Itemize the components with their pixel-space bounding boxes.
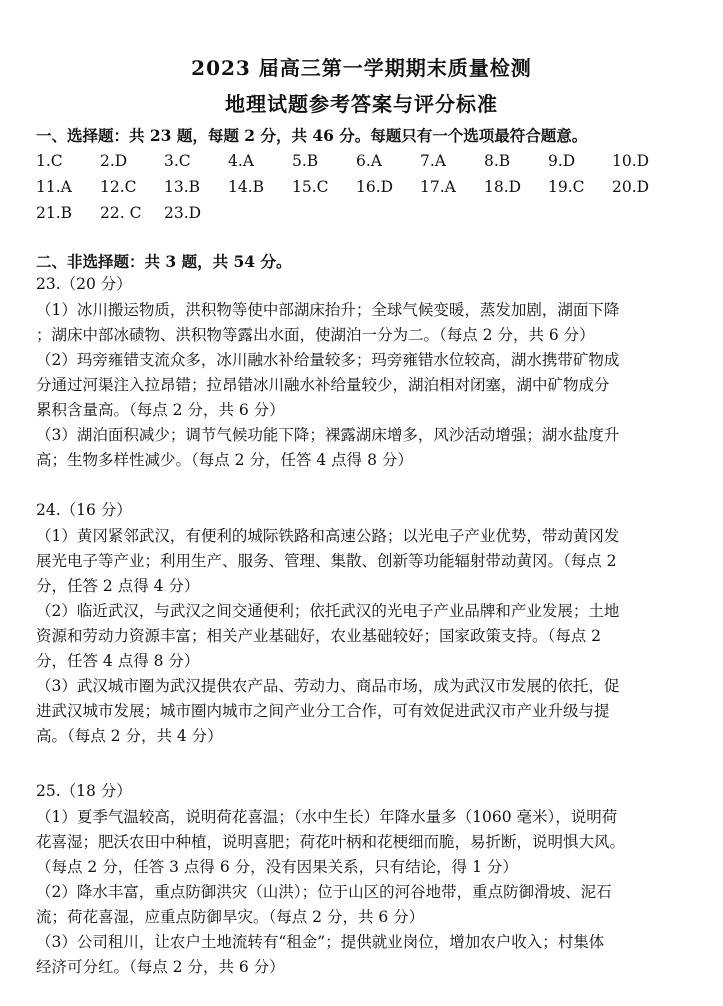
section1-heading: 一、选择题：共 23 题，每题 2 分，共 46 分。每题只有一个选项最符合题意。 <box>36 126 588 145</box>
answer-item: 20.D <box>612 178 650 196</box>
answer-item: 19.C <box>548 178 585 196</box>
answer-item: 8.B <box>484 152 511 170</box>
answer-row <box>36 148 676 174</box>
answer-text-line: 分，任答 4 点得 8 分） <box>36 652 200 670</box>
document-subtitle: 地理试题参考答案与评分标准 <box>225 92 498 116</box>
answer-item: 11.A <box>36 178 72 196</box>
answer-text-line: 花喜湿；肥沃农田中种植，说明喜肥；荷花叶柄和花梗细而脆，易折断，说明惧大风。 <box>36 833 626 851</box>
answer-text-line: 高；生物多样性减少。（每点 2 分，任答 4 点得 8 分） <box>36 451 413 469</box>
section2-heading: 二、非选择题：共 3 题，共 54 分。 <box>36 252 292 271</box>
answer-text-line: 资源和劳动力资源丰富；相关产业基础好，农业基础较好；国家政策支持。（每点 2 <box>36 627 602 645</box>
answer-text-line: 高。（每点 2 分，共 4 分） <box>36 727 223 745</box>
choice-answers <box>36 148 676 226</box>
answer-text-line: （3）湖泊面积减少；调节气候功能下降；裸露湖床增多，风沙活动增强；湖水盐度升 <box>36 426 620 444</box>
answer-item: 7.A <box>420 152 446 170</box>
question-label: 23.（20 分） <box>36 275 132 293</box>
answer-text-line: 分通过河渠注入拉昂错；拉昂错冰川融水补给量较少，湖泊相对闭塞，湖中矿物成分 <box>36 376 610 394</box>
answer-item: 21.B <box>36 204 73 222</box>
answer-text-line: 经济可分红。（每点 2 分，共 6 分） <box>36 958 285 976</box>
answer-row <box>36 200 676 226</box>
answer-item: 10.D <box>612 152 650 170</box>
answer-item: 18.D <box>484 178 522 196</box>
question-label: 25.（18 分） <box>36 782 132 800</box>
answer-text-line: （1）夏季气温较高，说明荷花喜温；（水中生长）年降水量多（1060 毫米），说明荷 <box>36 808 618 826</box>
answer-item: 17.A <box>420 178 456 196</box>
answer-text-line: 展光电子等产业；利用生产、服务、管理、集散、创新等功能辐射带动黄冈。（每点 2 <box>36 552 617 570</box>
answer-text-line: （2）临近武汉，与武汉之间交通便利；依托武汉的光电子产业品牌和产业发展；土地 <box>36 602 620 620</box>
question-label: 24.（16 分） <box>36 501 132 519</box>
answer-text-line: （1）黄冈紧邻武汉，有便利的城际铁路和高速公路；以光电子产业优势，带动黄冈发 <box>36 527 620 545</box>
answer-item: 13.B <box>164 178 201 196</box>
answer-item: 9.D <box>548 152 576 170</box>
answer-item: 15.C <box>292 178 329 196</box>
answer-item: 3.C <box>164 152 191 170</box>
answer-text-line: （3）武汉城市圈为武汉提供农产品、劳动力、商品市场，成为武汉市发展的依托，促 <box>36 677 620 695</box>
answer-item: 16.D <box>356 178 394 196</box>
answer-item: 12.C <box>100 178 137 196</box>
answer-row <box>36 174 676 200</box>
answer-item: 2.D <box>100 152 128 170</box>
answer-text-line: 流；荷花喜湿，应重点防御旱灾。（每点 2 分，共 6 分） <box>36 908 425 926</box>
answer-text-line: 累积含量高。（每点 2 分，共 6 分） <box>36 401 285 419</box>
answer-item: 1.C <box>36 152 63 170</box>
answer-item: 14.B <box>228 178 265 196</box>
answer-item: 6.A <box>356 152 382 170</box>
answer-item: 4.A <box>228 152 254 170</box>
answer-item: 5.B <box>292 152 319 170</box>
answer-item: 22. C <box>100 204 142 222</box>
answer-text-line: （1）冰川搬运物质，洪积物等使中部湖床抬升；全球气候变暖，蒸发加剧，湖面下降 <box>36 301 620 319</box>
answer-text-line: 进武汉城市发展；城市圈内城市之间产业分工合作，可有效促进武汉市产业升级与提 <box>36 702 610 720</box>
document-title: 2023 届高三第一学期期末质量检测 <box>191 56 532 80</box>
answer-text-line: （2）降水丰富，重点防御洪灾（山洪）；位于山区的河谷地带，重点防御滑坡、泥石 <box>36 883 612 901</box>
answer-text-line: ；湖床中部冰碛物、洪积物等露出水面，使湖泊一分为二。（每点 2 分，共 6 分） <box>36 326 595 344</box>
answer-text-line: （3）公司租川，让农户土地流转有“租金”；提供就业岗位，增加农户收入；村集体 <box>36 933 605 951</box>
answer-item: 23.D <box>164 204 202 222</box>
answer-text-line: （每点 2 分，任答 3 点得 6 分，没有因果关系，只有结论，得 1 分） <box>36 858 518 876</box>
answer-text-line: 分，任答 2 点得 4 分） <box>36 577 200 595</box>
answer-text-line: （2）玛旁雍错支流众多，冰川融水补给量较多；玛旁雍错水位较高，湖水携带矿物成 <box>36 351 620 369</box>
